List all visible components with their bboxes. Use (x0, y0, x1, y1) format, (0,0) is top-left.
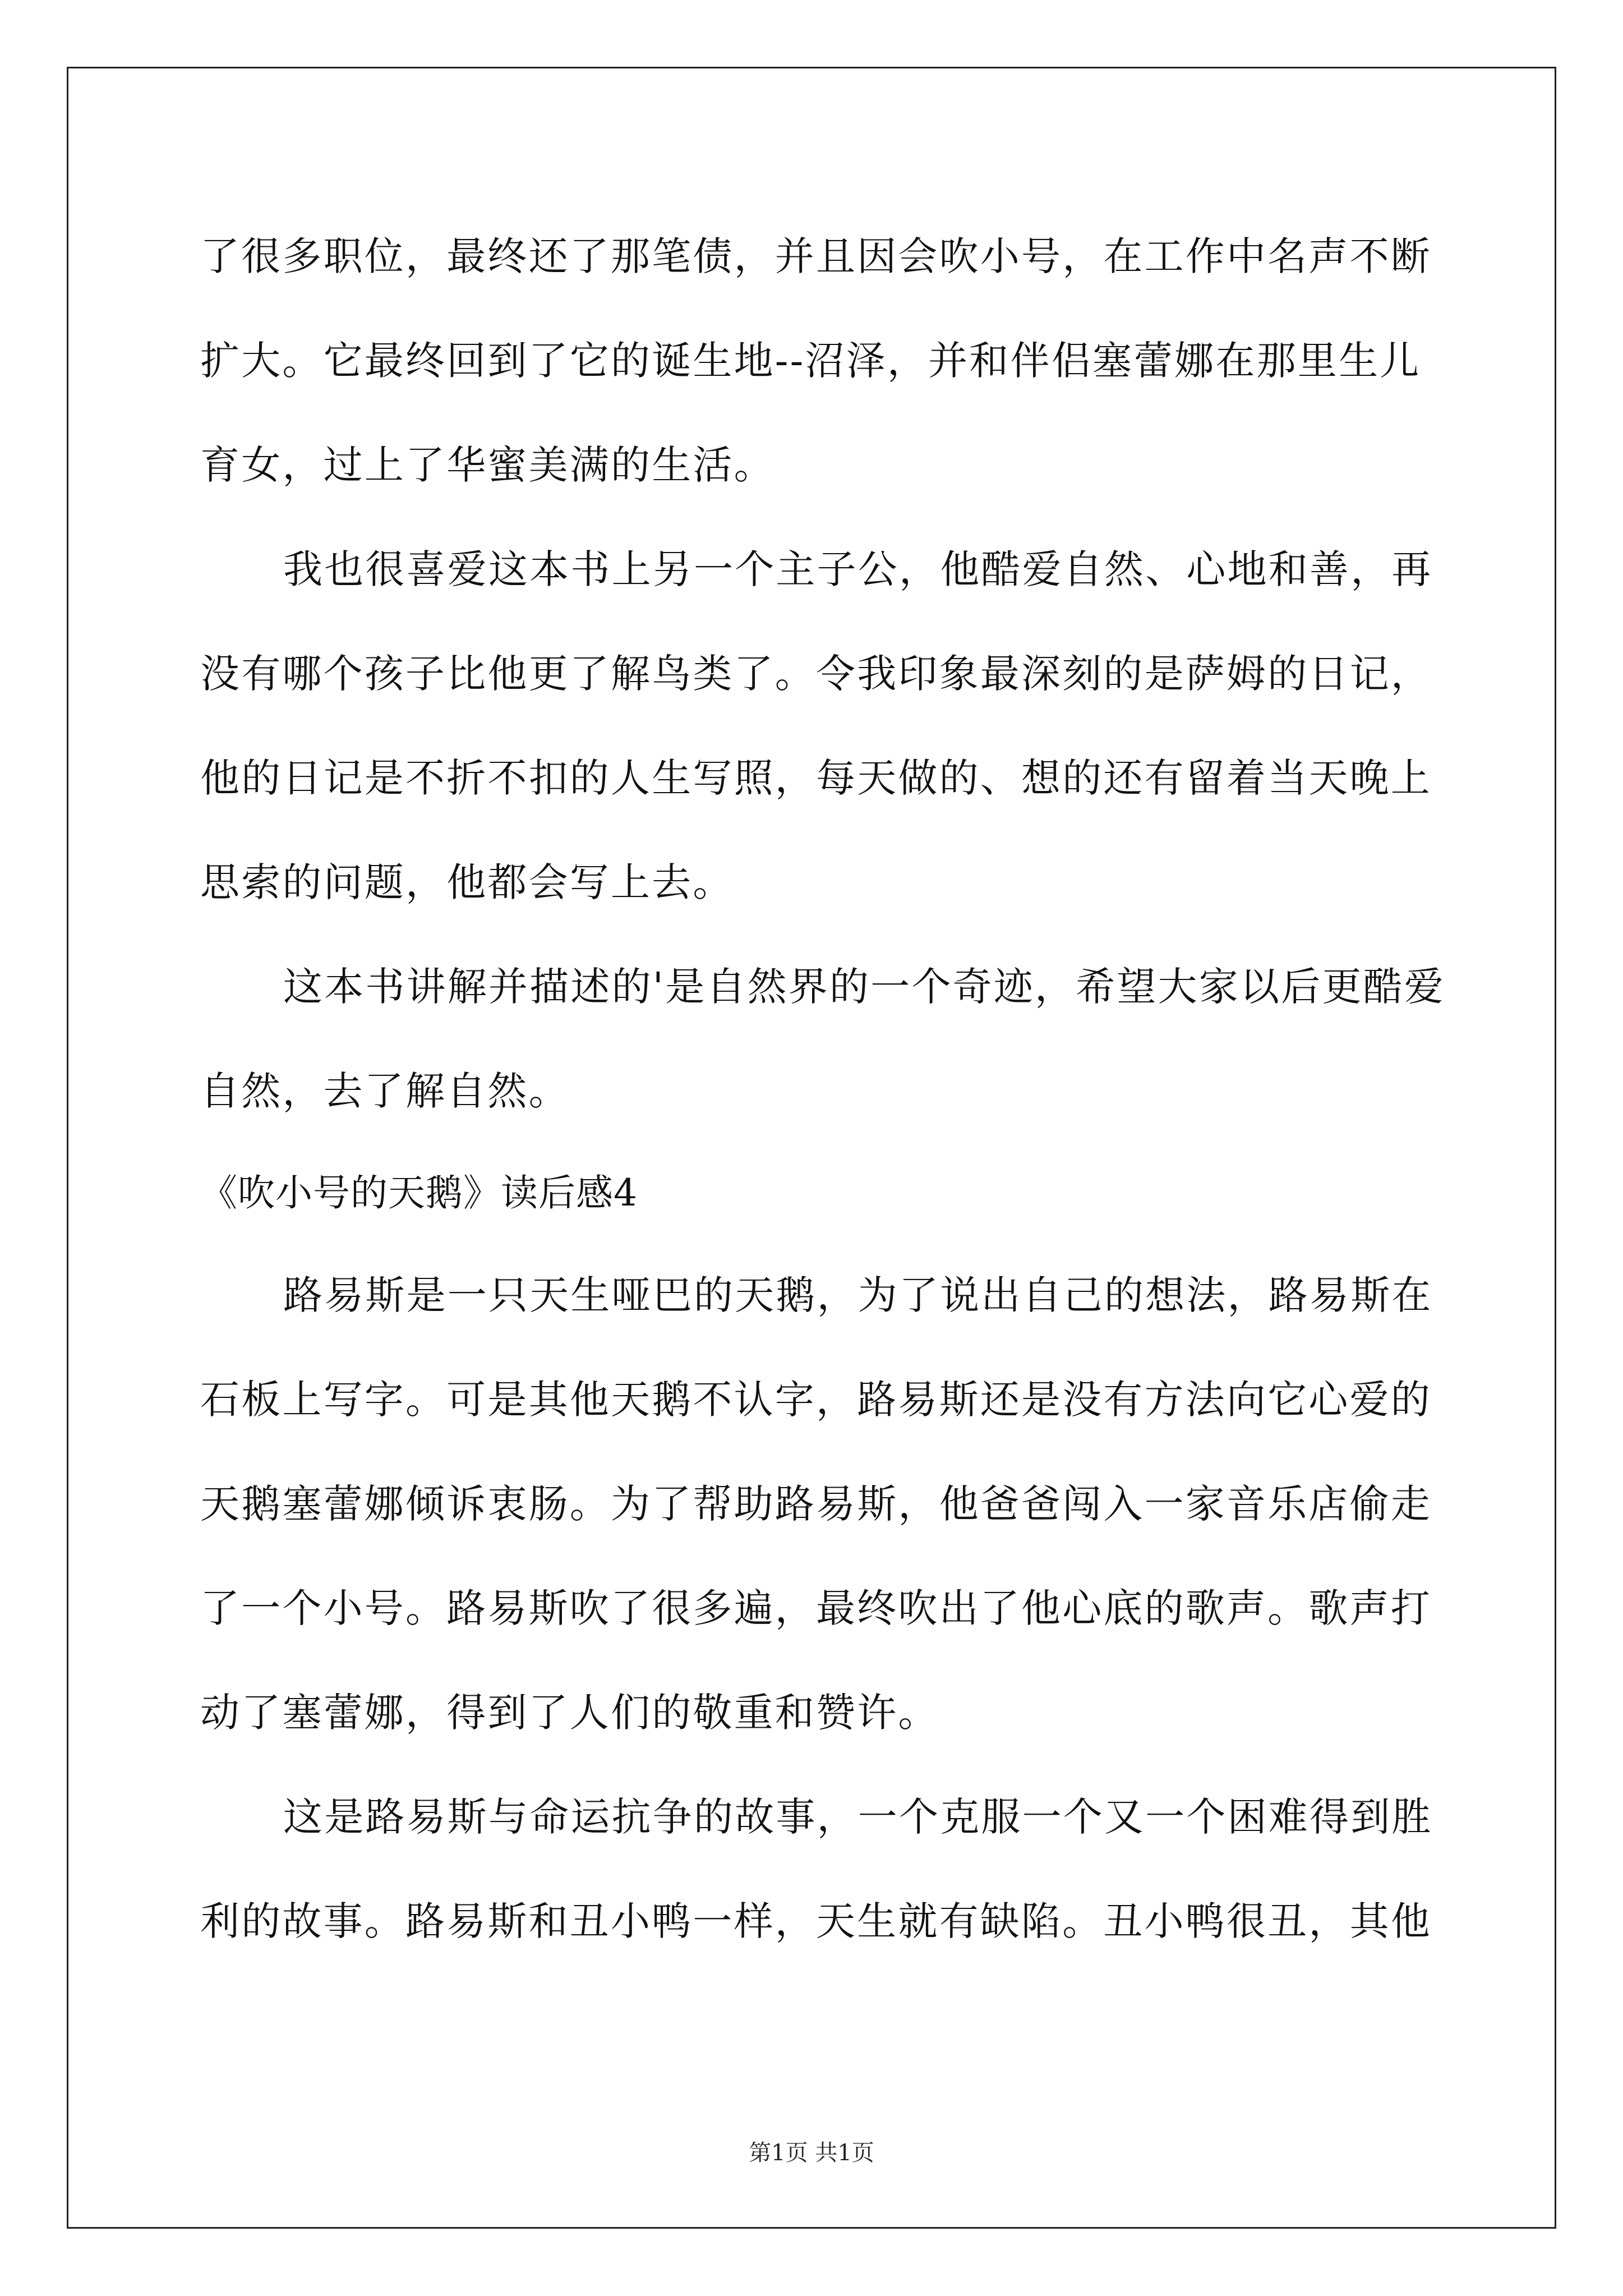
text-line: 思索的问题，他都会写上去。 (200, 859, 734, 905)
text-line: 他的日记是不折不扣的人生写照，每天做的、想的还有留着当天晚上 (200, 755, 1432, 801)
text-line: 石板上写字。可是其他天鹅不认字，路易斯还是没有方法向它心爱的 (200, 1377, 1432, 1423)
text-line: 育女，过上了华蜜美满的生活。 (200, 442, 775, 488)
text-line: 了一个小号。路易斯吹了很多遍，最终吹出了他心底的歌声。歌声打 (200, 1585, 1432, 1631)
text-line: 动了塞蕾娜，得到了人们的敬重和赞许。 (200, 1690, 939, 1736)
text-line: 路易斯是一只天生哑巴的天鹅，为了说出自己的想法，路易斯在 (283, 1272, 1433, 1318)
text-line: 这本书讲解并描述的'是自然界的一个奇迹，希望大家以后更酷爱 (283, 964, 1446, 1010)
text-line: 自然，去了解自然。 (200, 1068, 570, 1114)
section-heading: 《吹小号的天鹅》读后感4 (200, 1171, 638, 1214)
text-line: 利的故事。路易斯和丑小鸭一样，天生就有缺陷。丑小鸭很丑，其他 (200, 1898, 1432, 1944)
page-footer: 第1页 共1页 (749, 2140, 874, 2166)
text-line: 扩大。它最终回到了它的诞生地--沼泽，并和伴侣塞蕾娜在那里生儿 (200, 338, 1421, 384)
text-line: 我也很喜爱这本书上另一个主子公，他酷爱自然、心地和善，再 (283, 546, 1433, 592)
document-body (200, 204, 1446, 1973)
text-line: 天鹅塞蕾娜倾诉衷肠。为了帮助路易斯，他爸爸闯入一家音乐店偷走 (200, 1481, 1432, 1527)
text-line: 没有哪个孩子比他更了解鸟类了。令我印象最深刻的是萨姆的日记， (200, 651, 1432, 697)
text-line: 了很多职位，最终还了那笔债，并且因会吹小号，在工作中名声不断 (200, 233, 1432, 279)
text-line: 这是路易斯与命运抗争的故事，一个克服一个又一个困难得到胜 (283, 1794, 1433, 1840)
